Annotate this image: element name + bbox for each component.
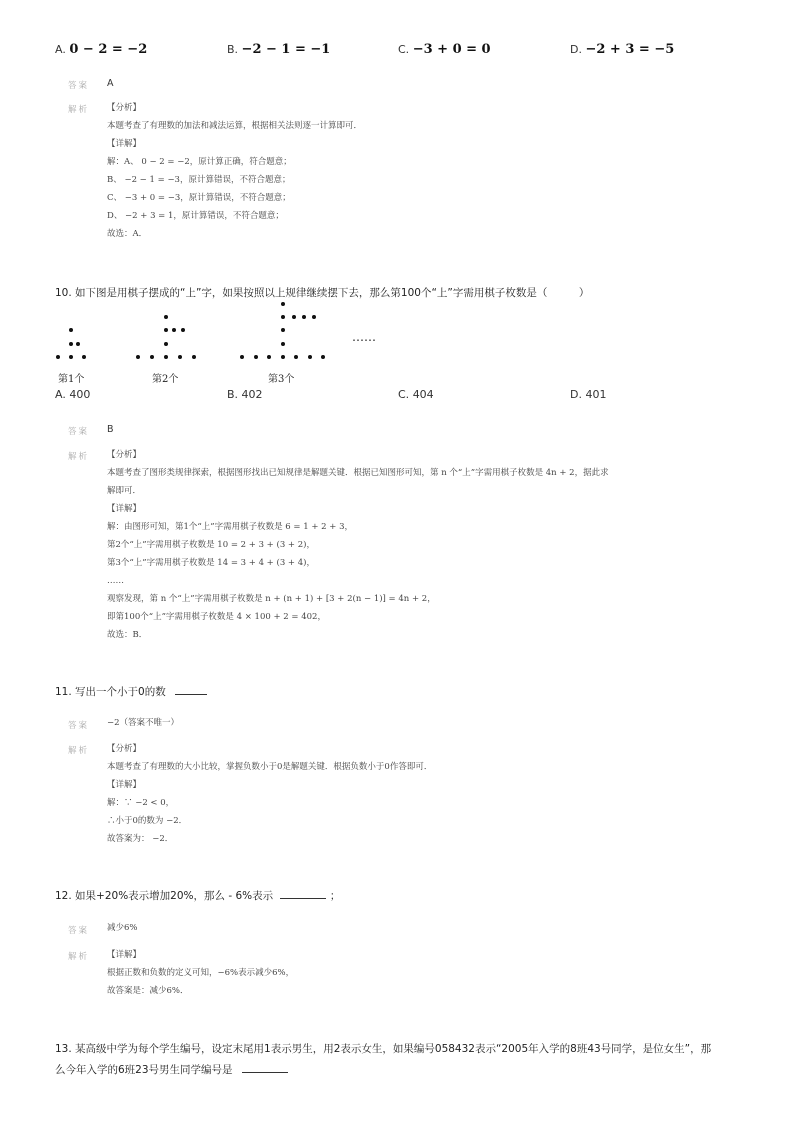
option-text: 401 xyxy=(585,388,607,401)
piece-dot xyxy=(69,342,73,346)
piece-dot xyxy=(76,342,80,346)
explanation-line: 解：∵ −2 < 0， xyxy=(107,798,175,808)
explanation-line: 故选：B． xyxy=(107,630,148,640)
piece-dot xyxy=(136,355,140,359)
piece-dot xyxy=(254,355,258,359)
piece-dot xyxy=(294,355,298,359)
q9-answer-label: 答案 xyxy=(68,81,90,91)
q12-explanation xyxy=(107,946,294,1000)
option-key: D. xyxy=(570,388,582,401)
q13-answer-blank[interactable] xyxy=(242,1062,288,1073)
q10-option-a xyxy=(55,388,90,401)
q10-caption-3: 第3个 xyxy=(268,374,295,385)
piece-dot xyxy=(181,328,185,332)
option-key: B. xyxy=(227,43,239,56)
piece-dot xyxy=(178,355,182,359)
q9-answer: A xyxy=(107,78,114,89)
explanation-line: 根据正数和负数的定义可知，−6%表示减少6%， xyxy=(107,968,295,978)
piece-dot xyxy=(321,355,325,359)
q9-analysis-label: 解析 xyxy=(68,105,90,115)
explanation-line: 即第100个“上”字需用棋子枚数是 4 × 100 + 2 = 402， xyxy=(107,612,326,622)
option-math: −2 − 1 = −1 xyxy=(241,42,331,57)
explanation-line: 故选：A． xyxy=(107,229,148,239)
q12-answer-blank[interactable] xyxy=(280,888,326,899)
option-math: −3 + 0 = 0 xyxy=(412,42,491,57)
piece-dot xyxy=(56,355,60,359)
q13-stem-line1: 13. 某高级中学为每个学生编号，设定末尾用1表示男生，用2表示女生，如果编号058432表示“2005年入学的8班43号同学，是位女生”，那 xyxy=(55,1043,712,1055)
explanation-line: …… xyxy=(107,576,124,586)
explanation-line: 【分析】 xyxy=(107,450,142,460)
q10-answer-label: 答案 xyxy=(68,427,90,437)
piece-dot xyxy=(69,355,73,359)
explanation-line: 解：A、 0 − 2 = −2，原计算正确，符合题意； xyxy=(107,157,292,167)
piece-dot xyxy=(192,355,196,359)
q10-answer: B xyxy=(107,424,114,435)
piece-dot xyxy=(281,342,285,346)
explanation-line: 本题考查了有理数的加法和减法运算，根据相关法则逐一计算即可． xyxy=(107,121,363,131)
q10-explanation xyxy=(107,446,609,644)
piece-dot xyxy=(281,302,285,306)
option-text: 400 xyxy=(69,388,91,401)
explanation-line: 第2个“上”字需用棋子枚数是 10 = 2 + 3 + (3 + 2)， xyxy=(107,540,315,550)
piece-dot xyxy=(164,342,168,346)
piece-dot xyxy=(164,328,168,332)
q10-caption-1: 第1个 xyxy=(58,374,85,385)
q11-answer-label: 答案 xyxy=(68,721,90,731)
explanation-line: B、 −2 − 1 = −3，原计算错误，不符合题意； xyxy=(107,175,291,185)
piece-dot xyxy=(82,355,86,359)
explanation-line: 【详解】 xyxy=(107,504,142,514)
q12-answer-label: 答案 xyxy=(68,926,90,936)
piece-dot xyxy=(302,315,306,319)
q10-option-c xyxy=(398,388,434,401)
q12-stem-text: 12. 如果+20%表示增加20%，那么 - 6%表示 xyxy=(55,890,274,902)
option-math: 0 − 2 = −2 xyxy=(69,42,148,57)
explanation-line: 本题考查了有理数的大小比较，掌握负数小于0是解题关键．根据负数小于0作答即可． xyxy=(107,762,433,772)
explanation-line: 解：由图形可知，第1个“上”字需用棋子枚数是 6 = 1 + 2 + 3， xyxy=(107,522,354,532)
piece-dot xyxy=(164,355,168,359)
q10-option-d xyxy=(570,388,606,401)
q12-stem xyxy=(55,888,340,903)
explanation-line: 本题考查了图形类规律探索，根据图形找出已知规律是解题关键．根据已知图形可知，第 n 个“上”字需用棋子枚数是 4n + 2，据此求 xyxy=(107,468,609,478)
q10-ellipsis: …… xyxy=(352,330,376,344)
piece-dot xyxy=(267,355,271,359)
explanation-line: 【分析】 xyxy=(107,744,142,754)
piece-dot xyxy=(69,328,73,332)
q11-analysis-label: 解析 xyxy=(68,746,90,756)
option-key: B. xyxy=(227,388,239,401)
q10-stem: 10. 如下图是用棋子摆成的“上”字，如果按照以上规律继续摆下去，那么第100个“上”字需用棋子枚数是（ ） xyxy=(55,287,590,299)
piece-dot xyxy=(164,315,168,319)
q12-analysis-label: 解析 xyxy=(68,952,90,962)
explanation-line: 第3个“上”字需用棋子枚数是 14 = 3 + 4 + (3 + 4)， xyxy=(107,558,315,568)
piece-dot xyxy=(240,355,244,359)
option-text: 402 xyxy=(241,388,263,401)
explanation-line: 故答案是：减少6%． xyxy=(107,986,189,996)
q11-answer: −2（答案不唯一） xyxy=(107,718,180,728)
piece-dot xyxy=(281,328,285,332)
explanation-line: C、 −3 + 0 = −3，原计算错误，不符合题意； xyxy=(107,193,291,203)
explanation-line: 【分析】 xyxy=(107,103,142,113)
piece-dot xyxy=(312,315,316,319)
explanation-line: 【详解】 xyxy=(107,139,142,149)
q10-option-b xyxy=(227,388,263,401)
q11-explanation xyxy=(107,740,432,848)
q11-stem-text: 11. 写出一个小于0的数 xyxy=(55,686,166,698)
explanation-line: ∴小于0的数为 −2． xyxy=(107,816,188,826)
option-math: −2 + 3 = −5 xyxy=(585,42,675,57)
piece-dot xyxy=(172,328,176,332)
piece-dot xyxy=(308,355,312,359)
piece-dot xyxy=(292,315,296,319)
explanation-line: D、 −2 + 3 = 1，原计算错误，不符合题意； xyxy=(107,211,284,221)
explanation-line: 解即可． xyxy=(107,486,142,496)
piece-dot xyxy=(150,355,154,359)
q12-answer: 减少6% xyxy=(107,923,138,933)
q10-analysis-label: 解析 xyxy=(68,452,90,462)
explanation-line: 观察发现，第 n 个“上”字需用棋子枚数是 n + (n + 1) + [3 + 2(n − 1)] = 4n + 2， xyxy=(107,594,436,604)
option-key: C. xyxy=(398,388,410,401)
q11-stem xyxy=(55,684,207,699)
explanation-line: 【详解】 xyxy=(107,950,142,960)
piece-dot xyxy=(281,355,285,359)
option-key: A. xyxy=(55,388,66,401)
q11-answer-blank[interactable] xyxy=(175,684,207,695)
option-key: D. xyxy=(570,43,582,56)
explanation-line: 【详解】 xyxy=(107,780,142,790)
option-text: 404 xyxy=(412,388,434,401)
option-key: A. xyxy=(55,43,66,56)
explanation-line: 故答案为： −2． xyxy=(107,834,174,844)
q13-stem-line2: 么今年入学的6班23号男生同学编号是 xyxy=(55,1064,233,1076)
option-key: C. xyxy=(398,43,410,56)
piece-dot xyxy=(281,315,285,319)
q12-stem-end: ； xyxy=(329,890,341,902)
q13-stem-line2-wrap xyxy=(55,1062,288,1077)
q10-caption-2: 第2个 xyxy=(152,374,179,385)
